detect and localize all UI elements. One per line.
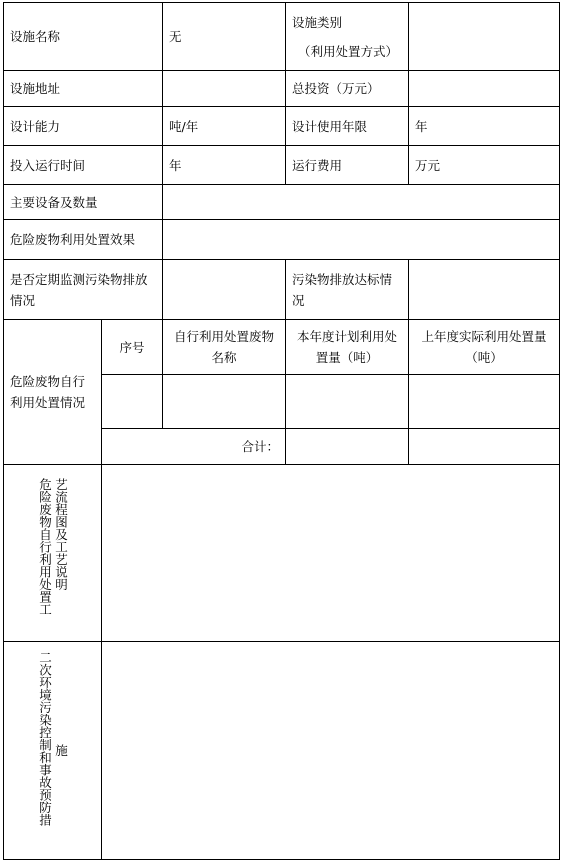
seq-cell[interactable]	[102, 375, 163, 429]
emission-compliance-label: 污染物排放达标情况	[286, 260, 409, 320]
design-life-label: 设计使用年限	[286, 107, 409, 146]
total-plan-cell[interactable]	[286, 429, 409, 465]
main-equipment-label: 主要设备及数量	[4, 185, 163, 220]
facility-type-label	[286, 3, 409, 71]
self-disposal-label: 危险废物自行利用处置情况	[4, 320, 102, 465]
design-capacity-label: 设计能力	[4, 107, 163, 146]
monitoring-value[interactable]	[163, 260, 286, 320]
col-actual-amount-header: 上年度实际利用处置量（吨）	[409, 320, 560, 375]
process-label	[4, 465, 102, 642]
env-control-content[interactable]	[102, 642, 560, 860]
facility-type-value[interactable]	[409, 3, 560, 71]
total-label: 合计：	[102, 429, 286, 465]
waste-name-cell[interactable]	[163, 375, 286, 429]
process-content[interactable]	[102, 465, 560, 642]
col-plan-amount-header: 本年度计划利用处置量（吨）	[286, 320, 409, 375]
total-investment-value[interactable]	[409, 71, 560, 107]
design-life-value[interactable]: 年	[409, 107, 560, 146]
main-equipment-value[interactable]	[163, 185, 560, 220]
operation-start-value[interactable]: 年	[163, 146, 286, 185]
total-actual-cell[interactable]	[409, 429, 560, 465]
env-control-label	[4, 642, 102, 860]
col-waste-name-header: 自行利用处置废物名称	[163, 320, 286, 375]
facility-address-label: 设施地址	[4, 71, 163, 107]
facility-type-label-line2: （利用处置方式）	[298, 43, 399, 59]
disposal-effect-value[interactable]	[163, 220, 560, 260]
total-investment-label: 总投资（万元）	[286, 71, 409, 107]
env-control-label-col1: 二次环境污染控制和事故预防措	[37, 650, 53, 826]
operation-start-label: 投入运行时间	[4, 146, 163, 185]
facility-name-label: 设施名称	[4, 3, 163, 71]
env-control-label-col2: 施	[53, 744, 69, 757]
process-label-col2: 艺流程图及工艺说明	[53, 478, 69, 591]
facility-address-value[interactable]	[163, 71, 286, 107]
plan-amount-cell[interactable]	[286, 375, 409, 429]
design-capacity-value[interactable]: 吨/年	[163, 107, 286, 146]
facility-info-form	[3, 2, 560, 860]
disposal-effect-label: 危险废物利用处置效果	[4, 220, 163, 260]
emission-compliance-value[interactable]	[409, 260, 560, 320]
facility-name-value[interactable]: 无	[163, 3, 286, 71]
operating-cost-label: 运行费用	[286, 146, 409, 185]
actual-amount-cell[interactable]	[409, 375, 560, 429]
facility-type-label-line1: 设施类别	[292, 14, 343, 30]
monitoring-label: 是否定期监测污染物排放情况	[4, 260, 163, 320]
process-label-col1: 危险废物自行利用处置工	[37, 478, 53, 616]
col-seq-header: 序号	[102, 320, 163, 375]
operating-cost-value[interactable]: 万元	[409, 146, 560, 185]
